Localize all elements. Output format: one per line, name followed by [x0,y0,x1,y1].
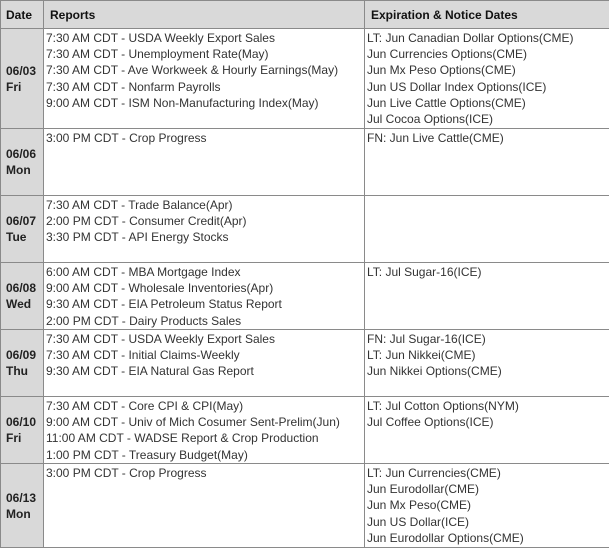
date-cell [1,263,44,330]
notices-column-header: Expiration & Notice Dates [365,1,609,29]
date-label: 06/06 [6,147,37,161]
notice-item: Jun Mx Peso(CME) [367,498,472,513]
reports-cell [44,129,365,196]
report-item: 2:00 PM CDT - Consumer Credit(Apr) [46,214,247,229]
notice-item: Jun Mx Peso Options(CME) [367,63,516,78]
reports-column-header: Reports [44,1,365,29]
reports-cell [44,330,365,397]
table-row [1,330,609,397]
table-row [1,129,609,196]
notices-cell [365,263,609,330]
report-item: 1:00 PM CDT - Treasury Budget(May) [46,447,248,462]
table-row [1,263,609,330]
date-cell [1,330,44,397]
weekday-label: Tue [6,230,27,244]
reports-cell [44,397,365,464]
notices-cell [365,464,609,548]
notices-cell [365,196,609,263]
reports-cell [44,464,365,548]
notices-cell [365,129,609,196]
report-item: 7:30 AM CDT - Core CPI & CPI(May) [46,399,244,413]
notices-cell [365,29,609,129]
notices-cell [365,330,609,397]
date-cell [1,29,44,129]
date-label: 06/10 [6,415,37,429]
report-item: 7:30 AM CDT - USDA Weekly Export Sales [46,332,275,346]
report-item: 11:00 AM CDT - WADSE Report & Crop Production [46,431,319,446]
weekday-label: Wed [6,297,32,311]
date-cell [1,196,44,263]
notice-item: FN: Jul Sugar-16(ICE) [367,332,486,346]
report-item: 7:30 AM CDT - Ave Workweek & Hourly Earnings(May) [46,63,339,78]
notice-item: Jun Nikkei Options(CME) [367,364,502,379]
report-item: 3:00 PM CDT - Crop Progress [46,131,207,145]
report-item: 2:00 PM CDT - Dairy Products Sales [46,313,242,328]
date-cell [1,464,44,548]
weekday-label: Fri [6,431,22,445]
weekday-label: Mon [6,506,31,521]
report-item: 7:30 AM CDT - Unemployment Rate(May) [46,47,269,62]
date-cell [1,397,44,464]
table-row [1,29,609,129]
notice-item: FN: Jun Live Cattle(CME) [367,131,504,145]
notice-item: LT: Jun Canadian Dollar Options(CME) [367,31,574,45]
date-column-header: Date [1,1,44,29]
report-item: 7:30 AM CDT - Trade Balance(Apr) [46,198,233,212]
notice-item: Jul Coffee Options(ICE) [367,415,494,430]
weekday-label: Fri [6,79,22,94]
notice-item: LT: Jul Cotton Options(NYM) [367,399,519,413]
report-item: 9:30 AM CDT - EIA Petroleum Status Report [46,297,282,312]
notice-item: Jun US Dollar(ICE) [367,514,470,529]
report-item: 9:00 AM CDT - Wholesale Inventories(Apr) [46,281,274,296]
notice-item: Jun Live Cattle Options(CME) [367,95,526,110]
table-row [1,196,609,263]
notice-item: LT: Jun Nikkei(CME) [367,348,476,363]
table-row [1,397,609,464]
weekday-label: Mon [6,163,31,177]
notice-item: LT: Jun Currencies(CME) [367,466,501,480]
report-item: 9:00 AM CDT - ISM Non-Manufacturing Index(May) [46,95,319,110]
date-label: 06/13 [6,490,37,505]
report-item: 9:00 AM CDT - Univ of Mich Cosumer Sent-Prelim(Jun) [46,415,340,430]
notices-cell [365,397,609,464]
reports-cell [44,29,365,129]
notice-item: LT: Jul Sugar-16(ICE) [367,265,482,279]
report-item: 3:00 PM CDT - Crop Progress [46,466,207,480]
weekday-label: Thu [6,364,28,378]
report-item: 7:30 AM CDT - Initial Claims-Weekly [46,348,240,363]
date-cell [1,129,44,196]
header-row [1,1,609,29]
notice-item: Jul Cocoa Options(ICE) [367,111,494,126]
report-item: 7:30 AM CDT - USDA Weekly Export Sales [46,31,275,45]
calendar-body [1,29,609,548]
date-label: 06/07 [6,214,37,228]
notice-item: Jun US Dollar Index Options(ICE) [367,79,547,94]
report-item: 9:30 AM CDT - EIA Natural Gas Report [46,364,254,379]
report-item: 7:30 AM CDT - Nonfarm Payrolls [46,79,221,94]
date-label: 06/03 [6,63,37,78]
report-item: 6:00 AM CDT - MBA Mortgage Index [46,265,241,279]
notice-item: Jun Eurodollar Options(CME) [367,530,524,545]
table-row [1,464,609,548]
reports-cell [44,196,365,263]
notice-item: Jun Currencies Options(CME) [367,47,528,62]
date-label: 06/09 [6,348,37,362]
notice-item: Jun Eurodollar(CME) [367,482,480,497]
reports-cell [44,263,365,330]
report-item: 3:30 PM CDT - API Energy Stocks [46,230,229,245]
date-label: 06/08 [6,281,37,295]
